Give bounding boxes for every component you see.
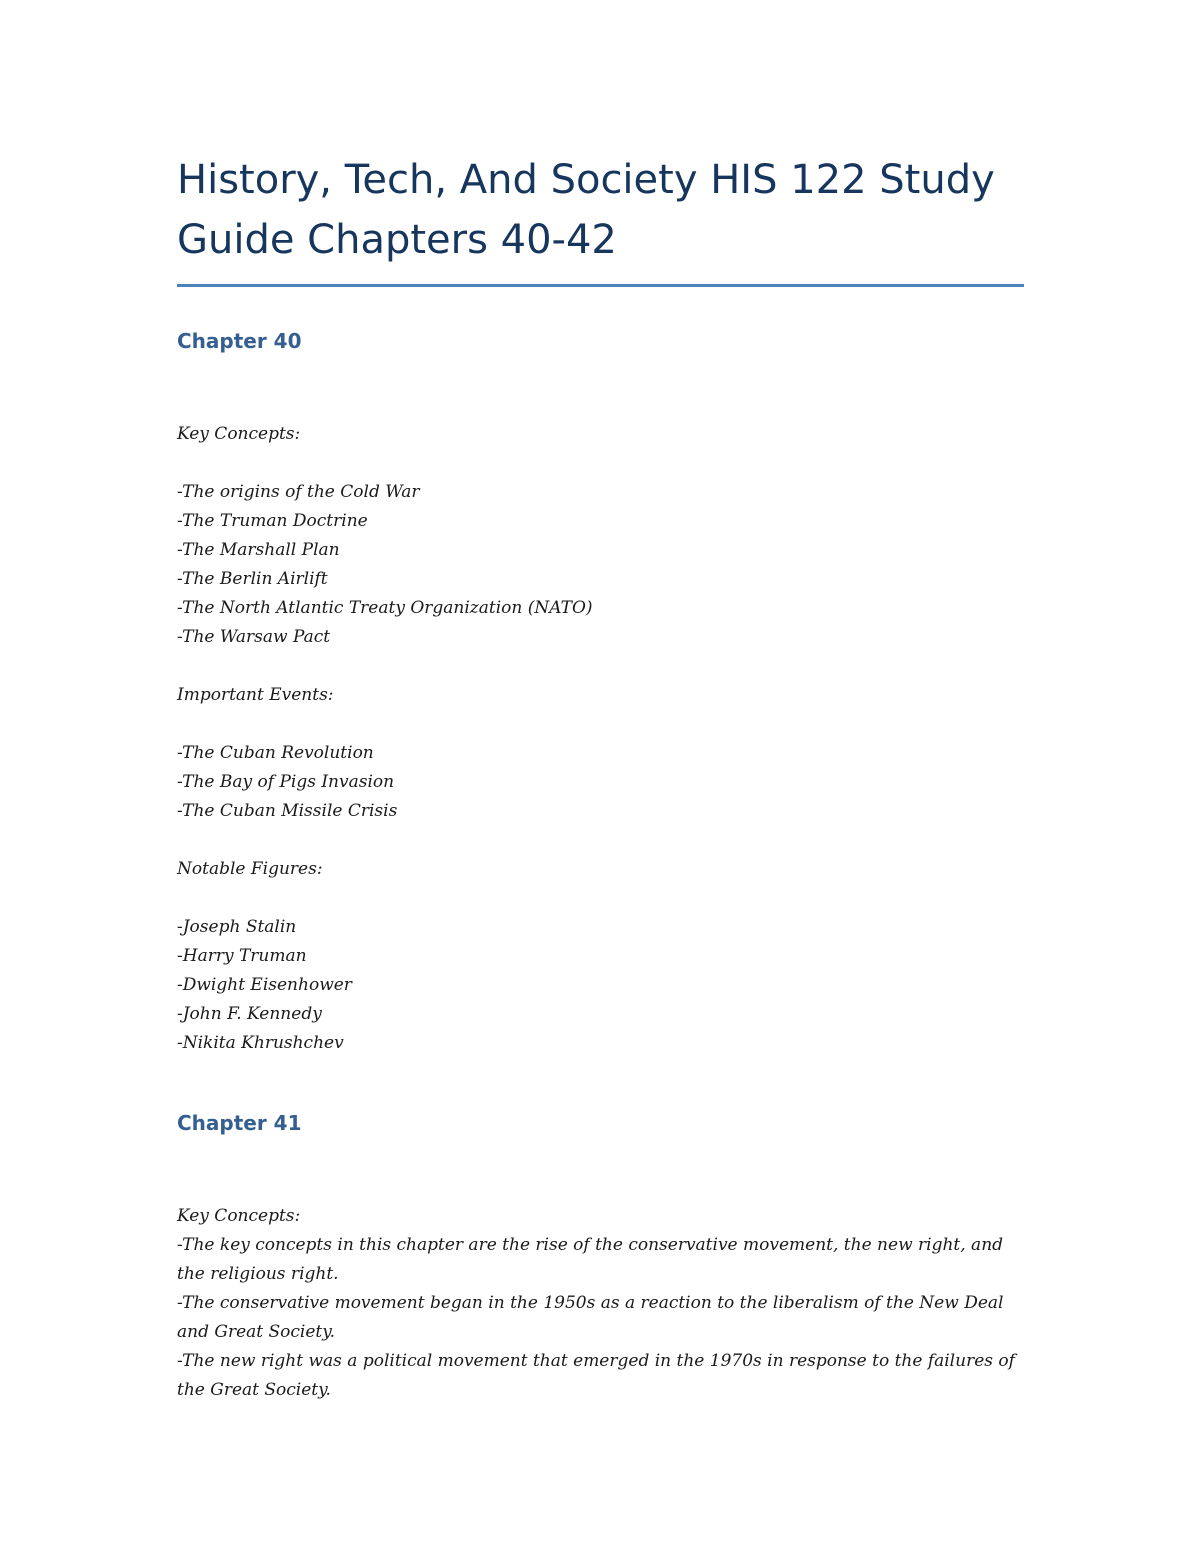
list-item: -The Cuban Missile Crisis: [177, 801, 398, 821]
paragraph: -The new right was a political movement that emerged in the 1970s in response to the failures of the Great Society.: [177, 1351, 1015, 1400]
list-item: -The Warsaw Pact: [177, 627, 331, 647]
chapter-41-body: [177, 1202, 1023, 1405]
list-item: -The North Atlantic Treaty Organization (NATO): [177, 598, 593, 618]
list-item: -The Cuban Revolution: [177, 743, 374, 763]
chapter-40-body: [177, 420, 1023, 1058]
chapter-41-heading: Chapter 41: [177, 1111, 302, 1135]
list-item: -Joseph Stalin: [177, 917, 297, 937]
list-item: -The Bay of Pigs Invasion: [177, 772, 395, 792]
document-title: History, Tech, And Society HIS 122 Study Guide Chapters 40-42: [177, 157, 995, 263]
paragraph: -The conservative movement began in the 1950s as a reaction to the liberalism of the New Deal and Great Society.: [177, 1293, 1004, 1342]
list-item: -John F. Kennedy: [177, 1004, 322, 1024]
notable-figures-label: Notable Figures:: [177, 859, 323, 879]
list-item: -Nikita Khrushchev: [177, 1033, 344, 1053]
important-events-label: Important Events:: [177, 685, 334, 705]
list-item: -The Truman Doctrine: [177, 511, 368, 531]
document-page: [177, 150, 1023, 1400]
key-concepts-label: Key Concepts:: [177, 424, 301, 444]
list-item: -Dwight Eisenhower: [177, 975, 352, 995]
list-item: -The Berlin Airlift: [177, 569, 328, 589]
list-item: -The Marshall Plan: [177, 540, 340, 560]
title-underline-rule: [177, 284, 1024, 287]
notable-figures-list: [177, 913, 1023, 1058]
list-item: -Harry Truman: [177, 946, 307, 966]
important-events-list: [177, 739, 1023, 826]
list-item: -The origins of the Cold War: [177, 482, 420, 502]
chapter-40-heading: Chapter 40: [177, 329, 302, 353]
key-concepts-label: Key Concepts:: [177, 1206, 301, 1226]
key-concepts-list: [177, 478, 1023, 652]
paragraph: -The key concepts in this chapter are the rise of the conservative movement, the new right, and the religious right.: [177, 1235, 1004, 1284]
